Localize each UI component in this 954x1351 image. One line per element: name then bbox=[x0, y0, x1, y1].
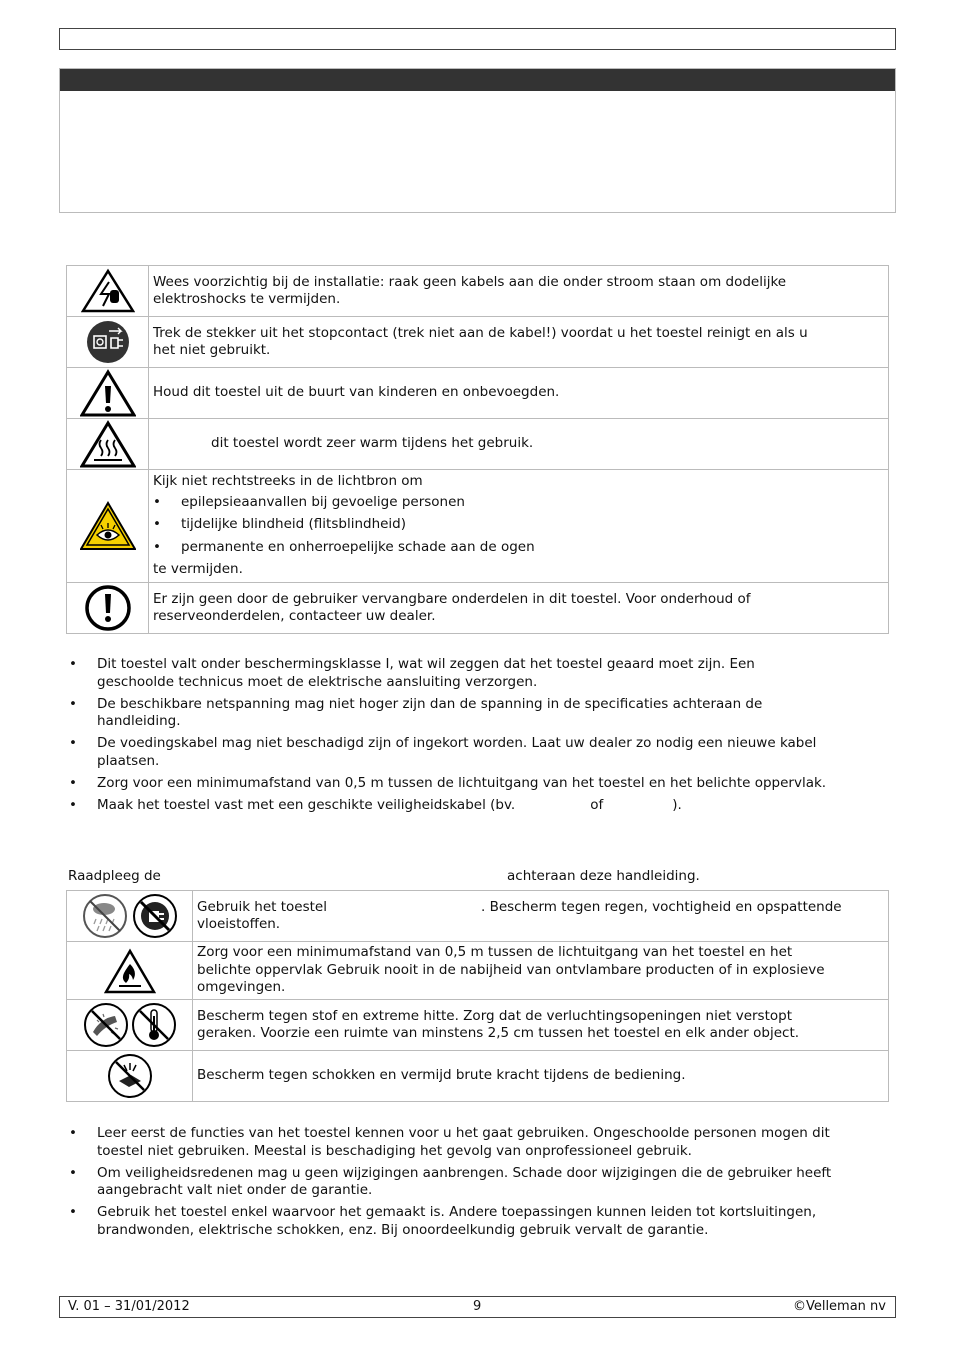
icon-cell bbox=[67, 368, 149, 419]
guidelines-list bbox=[67, 656, 897, 819]
rain-icon bbox=[82, 893, 128, 939]
list-line: ). bbox=[672, 796, 682, 813]
safety-row bbox=[67, 419, 889, 470]
safety-table bbox=[66, 265, 889, 634]
warning-triangle-icon bbox=[67, 369, 148, 417]
list-item bbox=[67, 1204, 897, 1239]
env-text-line: Zorg voor een minimumafstand van 0,5 m tussen de lichtuitgang van het toestel en het bbox=[197, 944, 793, 961]
raadpleeg-right: achteraan deze handleiding. bbox=[507, 868, 700, 884]
safety-row bbox=[67, 368, 889, 419]
flammable-warning-icon bbox=[67, 948, 192, 994]
safety-text-line: Houd dit toestel uit de buurt van kinderen en onbevoegden. bbox=[153, 384, 560, 401]
eye-warning-list bbox=[153, 491, 882, 559]
env-text-line: omgevingen. bbox=[197, 979, 286, 996]
env-row bbox=[67, 891, 889, 942]
list-line: plaatsen. bbox=[97, 752, 160, 769]
icon-cell bbox=[67, 891, 193, 942]
icon-cell bbox=[67, 1051, 193, 1102]
list-line: aangebracht valt niet onder de garantie. bbox=[97, 1182, 373, 1198]
list-item bbox=[67, 696, 897, 731]
eye-warning-intro: Kijk niet rechtstreeks in de lichtbron om bbox=[153, 472, 423, 489]
list-line: De voedingskabel mag niet beschadigd zijn of ingekort worden. Laat uw dealer zo nodig een nieuwe kabel bbox=[97, 735, 817, 751]
usage-list bbox=[67, 1125, 897, 1244]
icon-cell bbox=[67, 942, 193, 1000]
environment-table bbox=[66, 890, 889, 1102]
safety-text-line: het niet gebruikt. bbox=[153, 342, 271, 358]
no-splash-plug-icon bbox=[132, 893, 178, 939]
list-item: • tijdelijke blindheid (flitsblindheid) bbox=[153, 513, 882, 536]
list-line: De beschikbare netspanning mag niet hoger zijn dan de spanning in de specificaties achteraan de bbox=[97, 695, 763, 712]
hot-surface-icon bbox=[67, 420, 148, 468]
safety-text-line: dit toestel wordt zeer warm tijdens het gebruik. bbox=[211, 435, 534, 452]
icon-cell bbox=[67, 419, 149, 470]
env-text-line: Bescherm tegen schokken en vermijd brute kracht tijdens de bediening. bbox=[197, 1067, 686, 1084]
no-shock-icon bbox=[67, 1053, 192, 1099]
list-line: geschoolde technicus moet de elektrische aansluiting verzorgen. bbox=[97, 673, 538, 690]
intro-title-bar bbox=[60, 69, 895, 91]
list-item: • permanente en onherroepelijke schade aan de ogen bbox=[153, 536, 882, 559]
env-row bbox=[67, 942, 889, 1000]
unplug-icon bbox=[67, 319, 148, 365]
list-item bbox=[67, 1125, 897, 1160]
safety-text-line: Wees voorzichtig bij de installatie: raak geen kabels aan die onder stroom staan om dodelijke bbox=[153, 273, 787, 290]
footer-page-number: 9 bbox=[473, 1299, 482, 1314]
env-text-part: . Bescherm tegen regen, vochtigheid en opspattende bbox=[481, 898, 842, 915]
safety-text-line: elektroshocks te vermijden. bbox=[153, 291, 341, 307]
list-line: handleiding. bbox=[97, 713, 181, 729]
intro-box bbox=[59, 68, 896, 213]
safety-row bbox=[67, 470, 889, 583]
env-text-line: belichte oppervlak Gebruik nooit in de nabijheid van ontvlambare producten of in explosieve bbox=[197, 961, 825, 978]
safety-row bbox=[67, 317, 889, 368]
header-box bbox=[59, 28, 896, 50]
list-line: Dit toestel valt onder beschermingsklasse I, wat wil zeggen dat het toestel geaard moet zijn. Een bbox=[97, 656, 755, 672]
icon-cell bbox=[67, 1000, 193, 1051]
footer-version: V. 01 – 31/01/2012 bbox=[68, 1299, 190, 1314]
safety-row bbox=[67, 583, 889, 634]
safety-text-line: Trek de stekker uit het stopcontact (trek niet aan de kabel!) voordat u het toestel reinigt en als u bbox=[153, 324, 808, 341]
safety-row bbox=[67, 266, 889, 317]
env-text-line bbox=[197, 899, 882, 917]
list-line: Om veiligheidsredenen mag u geen wijzigingen aanbrengen. Schade door wijzigingen die de gebruiker heeft bbox=[97, 1164, 832, 1181]
list-item bbox=[67, 656, 897, 691]
page-footer bbox=[59, 1296, 896, 1318]
safety-text-line: reserveonderdelen, contacteer uw dealer. bbox=[153, 608, 436, 624]
env-text-part: Gebruik het toestel bbox=[197, 898, 327, 915]
list-line: Maak het toestel vast met een geschikte veiligheidskabel (bv. bbox=[97, 796, 516, 813]
list-line: Leer eerst de functies van het toestel kennen voor u het gaat gebruiken. Ongeschoolde personen mogen dit bbox=[97, 1125, 830, 1141]
list-line: Zorg voor een minimumafstand van 0,5 m tussen de lichtuitgang van het toestel en het belichte oppervlak. bbox=[97, 774, 827, 791]
env-text-line: vloeistoffen. bbox=[197, 916, 281, 932]
eye-warning-icon bbox=[67, 501, 148, 551]
icon-cell bbox=[67, 583, 149, 634]
env-row bbox=[67, 1051, 889, 1102]
list-item bbox=[67, 1165, 897, 1200]
exclamation-circle-icon bbox=[67, 585, 148, 631]
icon-cell bbox=[67, 317, 149, 368]
env-text-line: geraken. Voorzie een ruimte van minstens 2,5 cm tussen het toestel en elk ander object. bbox=[197, 1025, 800, 1041]
list-item bbox=[67, 735, 897, 770]
list-item: • epilepsieaanvallen bij gevoelige personen bbox=[153, 491, 882, 514]
list-item bbox=[67, 775, 897, 793]
env-text-line: Bescherm tegen stof en extreme hitte. Zorg dat de verluchtingsopeningen niet verstopt bbox=[197, 1007, 793, 1024]
icon-cell bbox=[67, 470, 149, 583]
list-line: brandwonden, elektrische schokken, enz. Bij onoordeelkundig gebruik vervalt de garantie. bbox=[97, 1221, 709, 1238]
no-heat-thermometer-icon bbox=[131, 1002, 177, 1048]
list-line: toestel niet gebruiken. Meestal is beschadiging het gevolg van onprofessioneel gebruik. bbox=[97, 1142, 692, 1159]
hand-electric-shock-icon bbox=[67, 268, 148, 314]
no-dust-icon bbox=[83, 1002, 129, 1048]
list-item bbox=[67, 797, 897, 815]
env-row bbox=[67, 1000, 889, 1051]
list-line: of bbox=[590, 796, 604, 813]
eye-warning-outro: te vermijden. bbox=[153, 561, 243, 578]
icon-cell bbox=[67, 266, 149, 317]
safety-text-line: Er zijn geen door de gebruiker vervangbare onderdelen in dit toestel. Voor onderhoud of bbox=[153, 590, 751, 607]
footer-copyright: ©Velleman nv bbox=[792, 1299, 886, 1314]
list-line: Gebruik het toestel enkel waarvoor het gemaakt is. Andere toepassingen kunnen leiden tot kortsluitingen, bbox=[97, 1204, 817, 1220]
raadpleeg-left: Raadpleeg de bbox=[68, 868, 161, 884]
